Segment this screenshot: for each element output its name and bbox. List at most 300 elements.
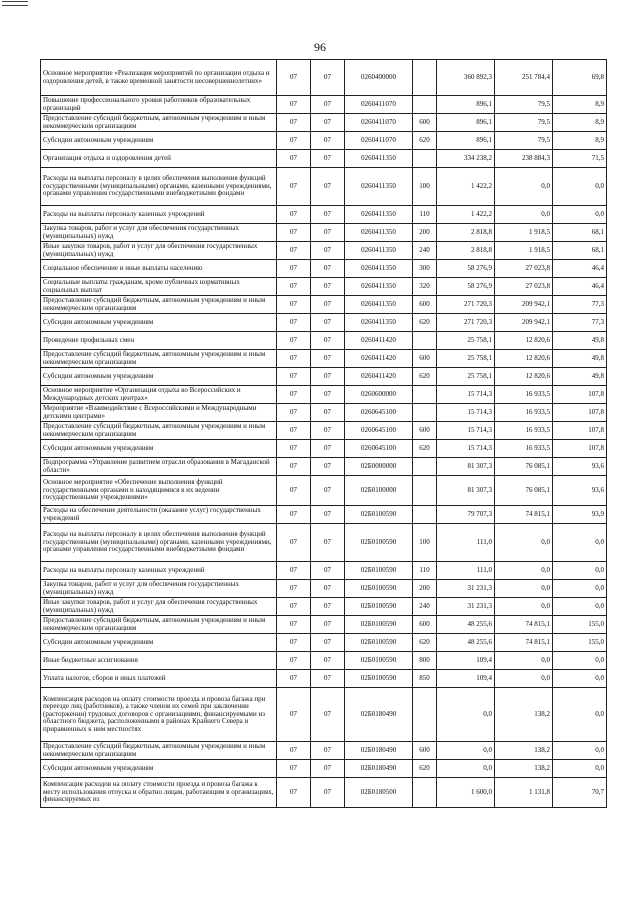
cell-name: Компенсация расходов на оплату стоимости проезда и провоза багажа при переезде лиц (работников), а также членов их семей при заключении (расторжении) трудовых договоров с организациями, финансируемыми из областного бюджета, расположенными в районах Крайнего Севера и приравненных к ним местностях bbox=[41, 688, 277, 742]
cell-percent: 0,0 bbox=[553, 580, 607, 598]
cell-percent: 69,8 bbox=[553, 60, 607, 96]
cell-subsection: 07 bbox=[311, 332, 345, 350]
table-row bbox=[41, 742, 607, 760]
cell-subsection: 07 bbox=[311, 386, 345, 404]
cell-actual: 79,5 bbox=[495, 132, 553, 150]
cell-name: Субсидии автономным учреждениям bbox=[41, 634, 277, 652]
cell-subsection: 07 bbox=[311, 278, 345, 296]
cell-percent: 107,8 bbox=[553, 422, 607, 440]
corner-mark bbox=[2, 1, 28, 6]
cell-target-article: 02Б0100590 bbox=[345, 506, 413, 524]
table-row bbox=[41, 688, 607, 742]
cell-section: 07 bbox=[277, 350, 311, 368]
cell-plan: 79 707,3 bbox=[437, 506, 495, 524]
cell-name: Основное мероприятие «Организация отдыха во Всероссийских и Международных детских центрах» bbox=[41, 386, 277, 404]
cell-expense-type bbox=[413, 386, 437, 404]
cell-subsection: 07 bbox=[311, 688, 345, 742]
cell-section: 07 bbox=[277, 652, 311, 670]
cell-name: Организация отдыха и оздоровления детей bbox=[41, 150, 277, 168]
cell-percent: 46,4 bbox=[553, 278, 607, 296]
cell-actual: 16 933,5 bbox=[495, 404, 553, 422]
cell-percent: 93,6 bbox=[553, 458, 607, 476]
cell-section: 07 bbox=[277, 458, 311, 476]
cell-expense-type bbox=[413, 150, 437, 168]
cell-target-article: 0260411420 bbox=[345, 350, 413, 368]
cell-name: Предоставление субсидий бюджетным, автономным учреждениям и иным некоммерческим организациям bbox=[41, 616, 277, 634]
cell-plan: 31 231,3 bbox=[437, 580, 495, 598]
cell-plan: 81 307,3 bbox=[437, 476, 495, 506]
cell-target-article: 0260645100 bbox=[345, 404, 413, 422]
cell-section: 07 bbox=[277, 168, 311, 206]
table-row bbox=[41, 778, 607, 808]
cell-actual: 0,0 bbox=[495, 168, 553, 206]
cell-section: 07 bbox=[277, 742, 311, 760]
cell-section: 07 bbox=[277, 96, 311, 114]
cell-plan: 48 255,6 bbox=[437, 616, 495, 634]
cell-percent: 155,0 bbox=[553, 616, 607, 634]
cell-actual: 79,5 bbox=[495, 114, 553, 132]
cell-name: Субсидии автономным учреждениям bbox=[41, 368, 277, 386]
cell-expense-type: 600 bbox=[413, 742, 437, 760]
cell-section: 07 bbox=[277, 580, 311, 598]
cell-target-article: 0260411350 bbox=[345, 224, 413, 242]
cell-subsection: 07 bbox=[311, 760, 345, 778]
cell-section: 07 bbox=[277, 386, 311, 404]
cell-subsection: 07 bbox=[311, 350, 345, 368]
cell-actual: 76 085,1 bbox=[495, 458, 553, 476]
table-row bbox=[41, 760, 607, 778]
cell-percent: 0,0 bbox=[553, 742, 607, 760]
cell-section: 07 bbox=[277, 260, 311, 278]
cell-target-article: 0260411070 bbox=[345, 114, 413, 132]
cell-actual: 0,0 bbox=[495, 206, 553, 224]
cell-name: Субсидии автономным учреждениям bbox=[41, 760, 277, 778]
cell-section: 07 bbox=[277, 688, 311, 742]
cell-percent: 0,0 bbox=[553, 688, 607, 742]
cell-section: 07 bbox=[277, 422, 311, 440]
cell-target-article: 02Б0100000 bbox=[345, 476, 413, 506]
cell-percent: 107,8 bbox=[553, 404, 607, 422]
cell-name: Закупка товаров, работ и услуг для обеспечения государственных (муниципальных) нужд bbox=[41, 580, 277, 598]
cell-percent: 0,0 bbox=[553, 760, 607, 778]
cell-name: Компенсация расходов на оплату стоимости проезда и провоза багажа к месту использования отпуска и обратно лицам, работающим в организациях, финансируемых из bbox=[41, 778, 277, 808]
cell-target-article: 02Б0180500 bbox=[345, 778, 413, 808]
cell-name: Подпрограмма «Управление развитием отрасли образования в Магаданской области» bbox=[41, 458, 277, 476]
cell-actual: 138,2 bbox=[495, 688, 553, 742]
cell-name: Предоставление субсидий бюджетным, автономным учреждениям и иным некоммерческим организациям bbox=[41, 422, 277, 440]
cell-section: 07 bbox=[277, 760, 311, 778]
table-row bbox=[41, 60, 607, 96]
cell-subsection: 07 bbox=[311, 742, 345, 760]
cell-section: 07 bbox=[277, 224, 311, 242]
cell-expense-type: 620 bbox=[413, 760, 437, 778]
cell-subsection: 07 bbox=[311, 296, 345, 314]
cell-name: Расходы на выплаты персоналу в целях обеспечения выполнения функций государственными (муниципальными) органами, казенными учреждениями, органами управления государственными внебюджетными фондами bbox=[41, 168, 277, 206]
cell-actual: 16 933,5 bbox=[495, 386, 553, 404]
cell-expense-type bbox=[413, 96, 437, 114]
table-row bbox=[41, 506, 607, 524]
cell-target-article: 0260411350 bbox=[345, 206, 413, 224]
cell-actual: 16 933,5 bbox=[495, 422, 553, 440]
cell-plan: 25 758,1 bbox=[437, 368, 495, 386]
cell-expense-type: 600 bbox=[413, 616, 437, 634]
table-row bbox=[41, 616, 607, 634]
cell-name: Расходы на выплаты персоналу казенных учреждений bbox=[41, 206, 277, 224]
cell-name: Предоставление субсидий бюджетным, автономным учреждениям и иным некоммерческим организациям bbox=[41, 296, 277, 314]
cell-percent: 93,6 bbox=[553, 476, 607, 506]
budget-table-body bbox=[41, 60, 607, 808]
cell-subsection: 07 bbox=[311, 368, 345, 386]
cell-actual: 0,0 bbox=[495, 670, 553, 688]
cell-percent: 0,0 bbox=[553, 168, 607, 206]
cell-expense-type bbox=[413, 458, 437, 476]
cell-expense-type: 100 bbox=[413, 524, 437, 562]
cell-expense-type: 800 bbox=[413, 652, 437, 670]
cell-section: 07 bbox=[277, 506, 311, 524]
cell-section: 07 bbox=[277, 440, 311, 458]
cell-percent: 0,0 bbox=[553, 598, 607, 616]
cell-name: Уплата налогов, сборов и иных платежей bbox=[41, 670, 277, 688]
cell-name: Закупка товаров, работ и услуг для обеспечения государственных (муниципальных) нужд bbox=[41, 224, 277, 242]
page-number: 96 bbox=[314, 40, 326, 54]
table-row bbox=[41, 296, 607, 314]
cell-actual: 1 131,8 bbox=[495, 778, 553, 808]
cell-plan: 58 276,9 bbox=[437, 260, 495, 278]
cell-percent: 107,8 bbox=[553, 440, 607, 458]
cell-percent: 68,1 bbox=[553, 224, 607, 242]
cell-actual: 76 085,1 bbox=[495, 476, 553, 506]
table-row bbox=[41, 476, 607, 506]
cell-section: 07 bbox=[277, 114, 311, 132]
cell-percent: 49,8 bbox=[553, 368, 607, 386]
cell-actual: 0,0 bbox=[495, 562, 553, 580]
cell-target-article: 02Б0100590 bbox=[345, 524, 413, 562]
cell-plan: 896,1 bbox=[437, 132, 495, 150]
cell-section: 07 bbox=[277, 132, 311, 150]
cell-target-article: 02Б0100590 bbox=[345, 598, 413, 616]
cell-subsection: 07 bbox=[311, 132, 345, 150]
cell-actual: 12 820,6 bbox=[495, 368, 553, 386]
cell-plan: 25 758,1 bbox=[437, 332, 495, 350]
table-row bbox=[41, 168, 607, 206]
cell-section: 07 bbox=[277, 562, 311, 580]
cell-subsection: 07 bbox=[311, 562, 345, 580]
cell-expense-type: 600 bbox=[413, 350, 437, 368]
cell-section: 07 bbox=[277, 670, 311, 688]
cell-name: Предоставление субсидий бюджетным, автономным учреждениям и иным некоммерческим организациям bbox=[41, 742, 277, 760]
cell-subsection: 07 bbox=[311, 616, 345, 634]
cell-percent: 107,8 bbox=[553, 386, 607, 404]
cell-percent: 0,0 bbox=[553, 524, 607, 562]
cell-plan: 0,0 bbox=[437, 688, 495, 742]
cell-plan: 1 422,2 bbox=[437, 168, 495, 206]
cell-subsection: 07 bbox=[311, 458, 345, 476]
budget-table bbox=[40, 59, 607, 808]
table-row bbox=[41, 278, 607, 296]
table-row bbox=[41, 260, 607, 278]
cell-expense-type bbox=[413, 506, 437, 524]
cell-target-article: 02Б0100590 bbox=[345, 580, 413, 598]
cell-subsection: 07 bbox=[311, 60, 345, 96]
cell-section: 07 bbox=[277, 242, 311, 260]
cell-target-article: 02Б0180490 bbox=[345, 760, 413, 778]
cell-plan: 1 600,0 bbox=[437, 778, 495, 808]
cell-plan: 334 238,2 bbox=[437, 150, 495, 168]
cell-plan: 109,4 bbox=[437, 670, 495, 688]
cell-plan: 48 255,6 bbox=[437, 634, 495, 652]
cell-plan: 2 818,8 bbox=[437, 242, 495, 260]
cell-name: Основное мероприятие «Обеспечение выполнения функций государственными органами и находящимися в их ведении государственными учреждениями» bbox=[41, 476, 277, 506]
table-row bbox=[41, 458, 607, 476]
table-row bbox=[41, 386, 607, 404]
cell-target-article: 02Б0000000 bbox=[345, 458, 413, 476]
cell-section: 07 bbox=[277, 278, 311, 296]
cell-target-article: 0260645100 bbox=[345, 440, 413, 458]
cell-expense-type: 620 bbox=[413, 368, 437, 386]
table-row bbox=[41, 670, 607, 688]
cell-section: 07 bbox=[277, 368, 311, 386]
cell-name: Предоставление субсидий бюджетным, автономным учреждениям и иным некоммерческим организациям bbox=[41, 350, 277, 368]
cell-expense-type: 620 bbox=[413, 132, 437, 150]
cell-plan: 15 714,3 bbox=[437, 422, 495, 440]
cell-subsection: 07 bbox=[311, 440, 345, 458]
cell-target-article: 02Б0100590 bbox=[345, 616, 413, 634]
cell-target-article: 0260411350 bbox=[345, 242, 413, 260]
cell-subsection: 07 bbox=[311, 242, 345, 260]
cell-plan: 25 758,1 bbox=[437, 350, 495, 368]
cell-actual: 74 815,1 bbox=[495, 616, 553, 634]
table-row bbox=[41, 132, 607, 150]
cell-name: Иные закупки товаров, работ и услуг для обеспечения государственных (муниципальных) нужд bbox=[41, 242, 277, 260]
cell-actual: 27 023,8 bbox=[495, 278, 553, 296]
table-row bbox=[41, 404, 607, 422]
cell-subsection: 07 bbox=[311, 404, 345, 422]
cell-section: 07 bbox=[277, 332, 311, 350]
cell-subsection: 07 bbox=[311, 260, 345, 278]
cell-expense-type bbox=[413, 404, 437, 422]
cell-plan: 58 276,9 bbox=[437, 278, 495, 296]
cell-percent: 70,7 bbox=[553, 778, 607, 808]
cell-name: Расходы на выплаты персоналу казенных учреждений bbox=[41, 562, 277, 580]
cell-plan: 111,0 bbox=[437, 562, 495, 580]
cell-subsection: 07 bbox=[311, 634, 345, 652]
cell-name: Повышение профессионального уровня работников образовательных организаций bbox=[41, 96, 277, 114]
cell-actual: 1 918,5 bbox=[495, 242, 553, 260]
table-row bbox=[41, 580, 607, 598]
table-row bbox=[41, 368, 607, 386]
table-row bbox=[41, 524, 607, 562]
cell-section: 07 bbox=[277, 206, 311, 224]
table-row bbox=[41, 96, 607, 114]
cell-percent: 68,1 bbox=[553, 242, 607, 260]
table-row bbox=[41, 224, 607, 242]
cell-name: Субсидии автономным учреждениям bbox=[41, 314, 277, 332]
cell-expense-type: 240 bbox=[413, 598, 437, 616]
cell-percent: 8,9 bbox=[553, 114, 607, 132]
cell-plan: 31 231,3 bbox=[437, 598, 495, 616]
cell-expense-type: 620 bbox=[413, 440, 437, 458]
table-row bbox=[41, 114, 607, 132]
cell-subsection: 07 bbox=[311, 114, 345, 132]
cell-section: 07 bbox=[277, 60, 311, 96]
cell-target-article: 0260411420 bbox=[345, 332, 413, 350]
cell-subsection: 07 bbox=[311, 476, 345, 506]
cell-section: 07 bbox=[277, 404, 311, 422]
cell-actual: 138,2 bbox=[495, 742, 553, 760]
table-row bbox=[41, 634, 607, 652]
cell-actual: 251 784,4 bbox=[495, 60, 553, 96]
table-row bbox=[41, 350, 607, 368]
cell-name: Предоставление субсидий бюджетным, автономным учреждениям и иным некоммерческим организациям bbox=[41, 114, 277, 132]
cell-target-article: 0260411350 bbox=[345, 168, 413, 206]
cell-plan: 896,1 bbox=[437, 114, 495, 132]
cell-percent: 0,0 bbox=[553, 652, 607, 670]
cell-name: Иные закупки товаров, работ и услуг для обеспечения государственных (муниципальных) нужд bbox=[41, 598, 277, 616]
cell-actual: 79,5 bbox=[495, 96, 553, 114]
cell-name: Субсидии автономным учреждениям bbox=[41, 132, 277, 150]
cell-target-article: 0260645100 bbox=[345, 422, 413, 440]
cell-target-article: 0260411350 bbox=[345, 260, 413, 278]
cell-percent: 77,3 bbox=[553, 314, 607, 332]
cell-target-article: 0260411420 bbox=[345, 368, 413, 386]
cell-plan: 15 714,3 bbox=[437, 404, 495, 422]
cell-target-article: 02Б0100590 bbox=[345, 670, 413, 688]
cell-name: Мероприятие «Взаимодействие с Всероссийскими и Международными детскими центрами» bbox=[41, 404, 277, 422]
cell-percent: 71,5 bbox=[553, 150, 607, 168]
cell-plan: 2 818,8 bbox=[437, 224, 495, 242]
cell-expense-type: 320 bbox=[413, 278, 437, 296]
cell-actual: 74 815,1 bbox=[495, 506, 553, 524]
cell-name: Расходы на выплаты персоналу в целях обеспечения выполнения функций государственными (муниципальными) органами, казенными учреждениями, органами управления государственными внебюджетными фондами bbox=[41, 524, 277, 562]
cell-subsection: 07 bbox=[311, 314, 345, 332]
cell-expense-type: 200 bbox=[413, 580, 437, 598]
cell-expense-type bbox=[413, 688, 437, 742]
cell-plan: 109,4 bbox=[437, 652, 495, 670]
cell-subsection: 07 bbox=[311, 598, 345, 616]
cell-actual: 74 815,1 bbox=[495, 634, 553, 652]
cell-percent: 0,0 bbox=[553, 562, 607, 580]
cell-actual: 238 884,3 bbox=[495, 150, 553, 168]
cell-expense-type: 850 bbox=[413, 670, 437, 688]
cell-name: Иные бюджетные ассигнования bbox=[41, 652, 277, 670]
table-row bbox=[41, 652, 607, 670]
cell-section: 07 bbox=[277, 296, 311, 314]
cell-actual: 0,0 bbox=[495, 598, 553, 616]
cell-plan: 81 307,3 bbox=[437, 458, 495, 476]
cell-name: Социальное обеспечение и иные выплаты населению bbox=[41, 260, 277, 278]
cell-actual: 12 820,6 bbox=[495, 350, 553, 368]
cell-actual: 209 942,1 bbox=[495, 296, 553, 314]
cell-percent: 8,9 bbox=[553, 96, 607, 114]
cell-percent: 93,9 bbox=[553, 506, 607, 524]
cell-target-article: 0260411350 bbox=[345, 296, 413, 314]
cell-expense-type bbox=[413, 476, 437, 506]
cell-percent: 77,3 bbox=[553, 296, 607, 314]
cell-subsection: 07 bbox=[311, 224, 345, 242]
table-row bbox=[41, 332, 607, 350]
cell-section: 07 bbox=[277, 616, 311, 634]
cell-plan: 15 714,3 bbox=[437, 440, 495, 458]
cell-subsection: 07 bbox=[311, 168, 345, 206]
cell-name: Расходы на обеспечение деятельности (оказание услуг) государственных учреждений bbox=[41, 506, 277, 524]
table-row bbox=[41, 440, 607, 458]
cell-plan: 360 892,3 bbox=[437, 60, 495, 96]
cell-subsection: 07 bbox=[311, 206, 345, 224]
cell-target-article: 02Б0100590 bbox=[345, 562, 413, 580]
cell-expense-type: 600 bbox=[413, 422, 437, 440]
cell-percent: 46,4 bbox=[553, 260, 607, 278]
cell-subsection: 07 bbox=[311, 524, 345, 562]
cell-plan: 0,0 bbox=[437, 760, 495, 778]
cell-expense-type: 620 bbox=[413, 314, 437, 332]
cell-actual: 16 933,5 bbox=[495, 440, 553, 458]
cell-percent: 0,0 bbox=[553, 206, 607, 224]
cell-percent: 8,9 bbox=[553, 132, 607, 150]
cell-section: 07 bbox=[277, 778, 311, 808]
cell-expense-type: 200 bbox=[413, 224, 437, 242]
cell-name: Субсидии автономным учреждениям bbox=[41, 440, 277, 458]
cell-name: Основное мероприятие «Реализация мероприятий по организации отдыха и оздоровления детей, в также временной занятости несовершеннолетних» bbox=[41, 60, 277, 96]
cell-section: 07 bbox=[277, 524, 311, 562]
cell-expense-type: 240 bbox=[413, 242, 437, 260]
cell-target-article: 0260600000 bbox=[345, 386, 413, 404]
cell-target-article: 0260411350 bbox=[345, 278, 413, 296]
cell-percent: 49,8 bbox=[553, 332, 607, 350]
cell-actual: 0,0 bbox=[495, 580, 553, 598]
cell-name: Социальные выплаты гражданам, кроме публичных нормативных социальных выплат bbox=[41, 278, 277, 296]
cell-actual: 0,0 bbox=[495, 652, 553, 670]
cell-plan: 896,1 bbox=[437, 96, 495, 114]
cell-percent: 155,0 bbox=[553, 634, 607, 652]
cell-target-article: 0260411350 bbox=[345, 314, 413, 332]
cell-target-article: 02Б0180490 bbox=[345, 742, 413, 760]
cell-subsection: 07 bbox=[311, 580, 345, 598]
cell-target-article: 02Б0100590 bbox=[345, 652, 413, 670]
table-row bbox=[41, 422, 607, 440]
cell-target-article: 0260411070 bbox=[345, 96, 413, 114]
cell-plan: 1 422,2 bbox=[437, 206, 495, 224]
cell-actual: 27 023,8 bbox=[495, 260, 553, 278]
cell-name: Проведение профильных смен bbox=[41, 332, 277, 350]
cell-plan: 271 720,3 bbox=[437, 314, 495, 332]
cell-target-article: 0260411070 bbox=[345, 132, 413, 150]
cell-expense-type: 620 bbox=[413, 634, 437, 652]
cell-subsection: 07 bbox=[311, 778, 345, 808]
cell-percent: 49,8 bbox=[553, 350, 607, 368]
table-row bbox=[41, 242, 607, 260]
cell-actual: 0,0 bbox=[495, 524, 553, 562]
cell-expense-type bbox=[413, 332, 437, 350]
cell-expense-type: 110 bbox=[413, 206, 437, 224]
cell-section: 07 bbox=[277, 598, 311, 616]
cell-expense-type bbox=[413, 778, 437, 808]
cell-subsection: 07 bbox=[311, 422, 345, 440]
cell-expense-type: 100 bbox=[413, 168, 437, 206]
cell-subsection: 07 bbox=[311, 652, 345, 670]
cell-expense-type: 300 bbox=[413, 260, 437, 278]
cell-section: 07 bbox=[277, 634, 311, 652]
table-row bbox=[41, 598, 607, 616]
table-row bbox=[41, 562, 607, 580]
table-row bbox=[41, 206, 607, 224]
cell-percent: 0,0 bbox=[553, 670, 607, 688]
cell-plan: 111,0 bbox=[437, 524, 495, 562]
cell-actual: 209 942,1 bbox=[495, 314, 553, 332]
cell-expense-type bbox=[413, 60, 437, 96]
cell-actual: 1 918,5 bbox=[495, 224, 553, 242]
cell-section: 07 bbox=[277, 150, 311, 168]
cell-expense-type: 600 bbox=[413, 296, 437, 314]
